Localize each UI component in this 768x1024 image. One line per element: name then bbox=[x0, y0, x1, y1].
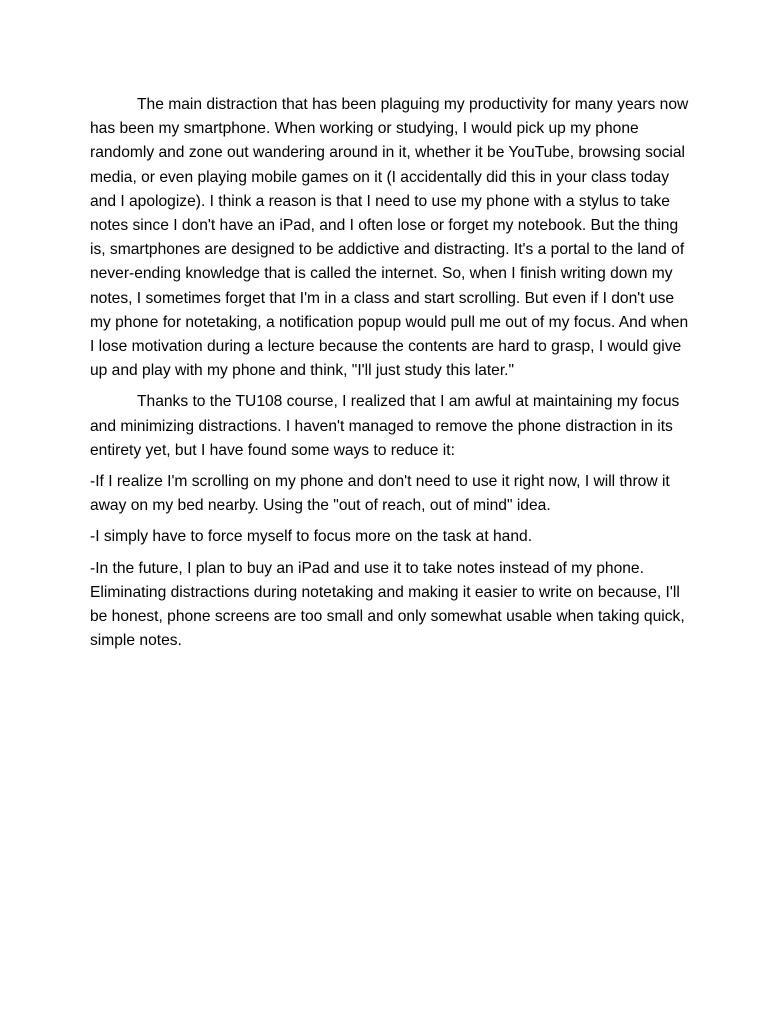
paragraph-phone-distraction: The main distraction that has been plaguing my productivity for many years now has been my smartphone. When working or studying, I would pick up my phone randomly and zone out wandering around in it, whether it be YouTube, browsing social media, or even playing mobile games on it (I accidentally did this in your class today and I apologize). I think a reason is that I need to use my phone with a stylus to take notes since I don't have an iPad, and I often lose or forget my notebook. But the thing is, smartphones are designed to be addictive and distracting. It's a portal to the land of never-ending knowledge that is called the internet. So, when I finish writing down my notes, I sometimes forget that I'm in a class and start scrolling. But even if I don't use my phone for notetaking, a notification popup would pull me out of my focus. And when I lose motivation during a lecture because the contents are hard to grasp, I would give up and play with my phone and think, "I'll just study this later." bbox=[90, 96, 689, 380]
list-item-out-of-reach: -If I realize I'm scrolling on my phone and don't need to use it right now, I will throw it away on my bed nearby. Using the "out of reach, out of mind" idea. bbox=[90, 473, 670, 515]
list-item-buy-ipad: -In the future, I plan to buy an iPad and use it to take notes instead of my phone. Eliminating distractions during notetaking and making it easier to write on because, I'll be honest, phone screens are too small and only somewhat usable when taking quick, simple notes. bbox=[90, 559, 685, 650]
list-item-force-focus: -I simply have to force myself to focus more on the task at hand. bbox=[90, 528, 533, 546]
paragraph-tu108-course: Thanks to the TU108 course, I realized that I am awful at maintaining my focus and minimizing distractions. I haven't managed to remove the phone distraction in its entirety yet, but I have found some ways to reduce it: bbox=[90, 393, 680, 459]
document-body bbox=[90, 93, 690, 660]
